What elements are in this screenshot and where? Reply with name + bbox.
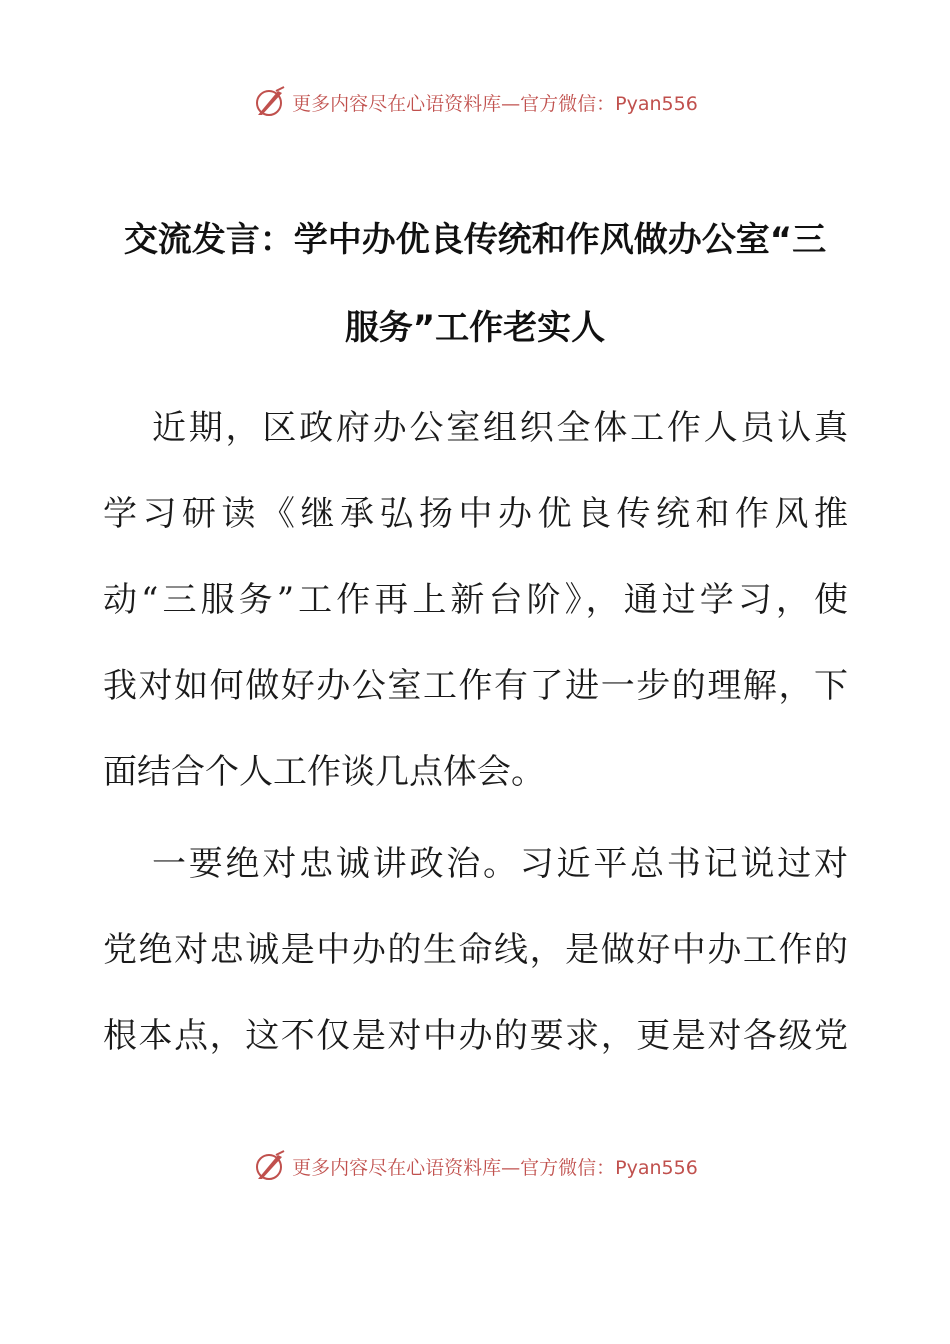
body-line: 动“三服务”工作再上新台阶》，通过学习，使 xyxy=(103,580,848,620)
footer-watermark xyxy=(0,1146,950,1186)
quill-pen-circle-icon xyxy=(252,1149,286,1183)
watermark-account: Pyan556 xyxy=(615,1156,698,1179)
body-line: 党绝对忠诚是中办的生命线，是做好中办工作的 xyxy=(103,930,848,970)
body-line: 根本点，这不仅是对中办的要求，更是对各级党 xyxy=(103,1016,848,1056)
header-watermark xyxy=(0,82,950,122)
body-line: 近期，区政府办公室组织全体工作人员认真 xyxy=(152,408,848,448)
body-line: 一要绝对忠诚讲政治。习近平总书记说过对 xyxy=(152,844,848,884)
body-line: 学习研读《继承弘扬中办优良传统和作风推 xyxy=(103,494,848,534)
body-line: 我对如何做好办公室工作有了进一步的理解，下 xyxy=(103,666,848,706)
document-title-line-1: 交流发言：学中办优良传统和作风做办公室“三 xyxy=(123,220,827,260)
body-line: 面结合个人工作谈几点体会。 xyxy=(103,752,545,792)
document-title-line-2: 服务”工作老实人 xyxy=(344,308,606,348)
watermark-text: 更多内容尽在心语资料库—官方微信：Pyan556 xyxy=(292,1156,698,1179)
watermark-account: Pyan556 xyxy=(615,92,698,115)
quill-pen-circle-icon xyxy=(252,85,286,119)
watermark-text: 更多内容尽在心语资料库—官方微信：Pyan556 xyxy=(292,92,698,115)
